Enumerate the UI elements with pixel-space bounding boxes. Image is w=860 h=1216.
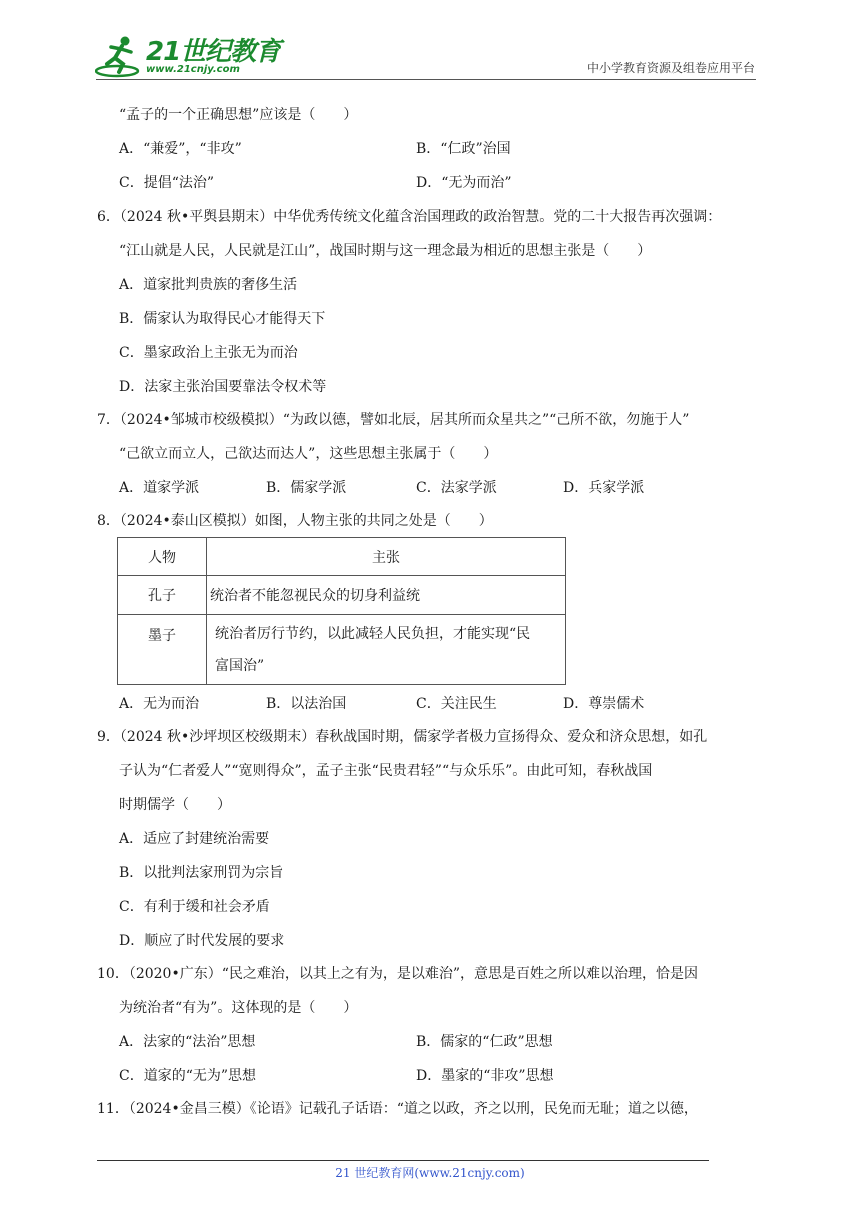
q7-option-b[interactable]: B．儒家学派 (266, 480, 347, 496)
q10-option-b[interactable]: B．儒家的“仁政”思想 (416, 1034, 553, 1050)
q7-option-a[interactable]: A．道家学派 (119, 480, 200, 496)
q6-option-c[interactable]: C．墨家政治上主张无为而治 (119, 345, 298, 361)
q7-stem-line2: “己欲立而立人，己欲达而达人”，这些思想主张属于（ ） (119, 446, 498, 462)
q5-option-d[interactable]: D．“无为而治” (416, 175, 512, 191)
q8-table-person: 墨子 (118, 615, 207, 685)
q10-option-c[interactable]: C．道家的“无为”思想 (119, 1068, 257, 1084)
q8-table-row (118, 576, 566, 615)
q7-option-d[interactable]: D．兵家学派 (563, 480, 645, 496)
q6-option-a[interactable]: A．道家批判贵族的奢侈生活 (119, 277, 298, 293)
q6-option-d[interactable]: D．法家主张治国要靠法令权术等 (119, 379, 327, 395)
q6-stem-line2: “江山就是人民，人民就是江山”，战国时期与这一理念最为相近的思想主张是（ ） (119, 243, 652, 259)
q9-option-c[interactable]: C．有利于缓和社会矛盾 (119, 899, 270, 915)
q5-option-b[interactable]: B．“仁政”治国 (416, 141, 511, 157)
q8-table (117, 537, 566, 685)
logo-url: www.21cnjy.com (146, 64, 240, 75)
header-platform-text: 中小学教育资源及组卷应用平台 (586, 61, 755, 75)
q8-table-claim: 统治者不能忽视民众的切身利益统 (207, 576, 566, 615)
q10-stem-line1: 10．（2020•广东）“民之难治，以其上之有为，是以难治”，意思是百姓之所以难以治理，恰是因 (97, 966, 699, 982)
q8-table-row (118, 615, 566, 685)
q8-option-c[interactable]: C．关注民生 (416, 696, 497, 712)
q5-stem-continuation: “孟子的一个正确思想”应该是（ ） (119, 107, 358, 123)
q8-option-d[interactable]: D．尊崇儒术 (563, 696, 645, 712)
q6-option-b[interactable]: B．儒家认为取得民心才能得天下 (119, 311, 326, 327)
q11-stem-line1: 11．（2024•金昌三模）《论语》记载孔子话语：“道之以政，齐之以刑，民免而无耻；道之以德， (97, 1101, 698, 1117)
q8-table-header-claim: 主张 (207, 538, 566, 576)
q9-option-a[interactable]: A．适应了封建统治需要 (119, 831, 270, 847)
header-divider (96, 79, 756, 80)
q10-option-a[interactable]: A．法家的“法治”思想 (119, 1034, 256, 1050)
q8-stem: 8．（2024•泰山区模拟）如图，人物主张的共同之处是（ ） (97, 513, 493, 529)
q6-stem-line1: 6．（2024 秋•平舆县期末）中华优秀传统文化蕴含治国理政的政治智慧。党的二十大报告再次强调： (97, 209, 722, 225)
q5-option-a[interactable]: A．“兼爱”，“非攻” (119, 141, 242, 157)
runner-logo-icon (95, 34, 143, 78)
q10-option-d[interactable]: D．墨家的“非攻”思想 (416, 1068, 554, 1084)
q10-stem-line2: 为统治者“有为”。这体现的是（ ） (119, 1000, 358, 1016)
q8-table-header-person: 人物 (118, 538, 207, 576)
q9-option-d[interactable]: D．顺应了时代发展的要求 (119, 933, 285, 949)
logo-text: 21世纪教育 (146, 37, 281, 67)
q8-table-header-row (118, 538, 566, 576)
q5-option-c[interactable]: C．提倡“法治” (119, 175, 215, 191)
q7-option-c[interactable]: C．法家学派 (416, 480, 497, 496)
q7-stem-line1: 7．（2024•邹城市校级模拟）“为政以德，譬如北辰，居其所而众星共之”“己所不欲，勿施于人” (97, 412, 690, 428)
q9-stem-line1: 9．（2024 秋•沙坪坝区校级期末）春秋战国时期，儒家学者极力宣扬得众、爱众和济众思想，如孔 (97, 729, 708, 745)
q9-stem-line2: 子认为“仁者爱人”“宽则得众”，孟子主张“民贵君轻”“与众乐乐”。由此可知，春秋战国 (119, 763, 653, 779)
q8-table-claim-cell (207, 615, 566, 685)
footer-site-link[interactable]: 21 世纪教育网(www.21cnjy.com) (335, 1166, 525, 1180)
footer-divider (97, 1160, 709, 1161)
q8-table-person: 孔子 (118, 576, 207, 615)
q8-table-claim-line1: 统治者厉行节约，以此减轻人民负担，才能实现“民 (215, 625, 531, 642)
q8-option-b[interactable]: B．以法治国 (266, 696, 347, 712)
q9-option-b[interactable]: B．以批判法家刑罚为宗旨 (119, 865, 284, 881)
q8-option-a[interactable]: A．无为而治 (119, 696, 200, 712)
q8-table-claim-line2: 富国治” (215, 657, 265, 674)
q9-stem-line3: 时期儒学（ ） (119, 797, 231, 813)
